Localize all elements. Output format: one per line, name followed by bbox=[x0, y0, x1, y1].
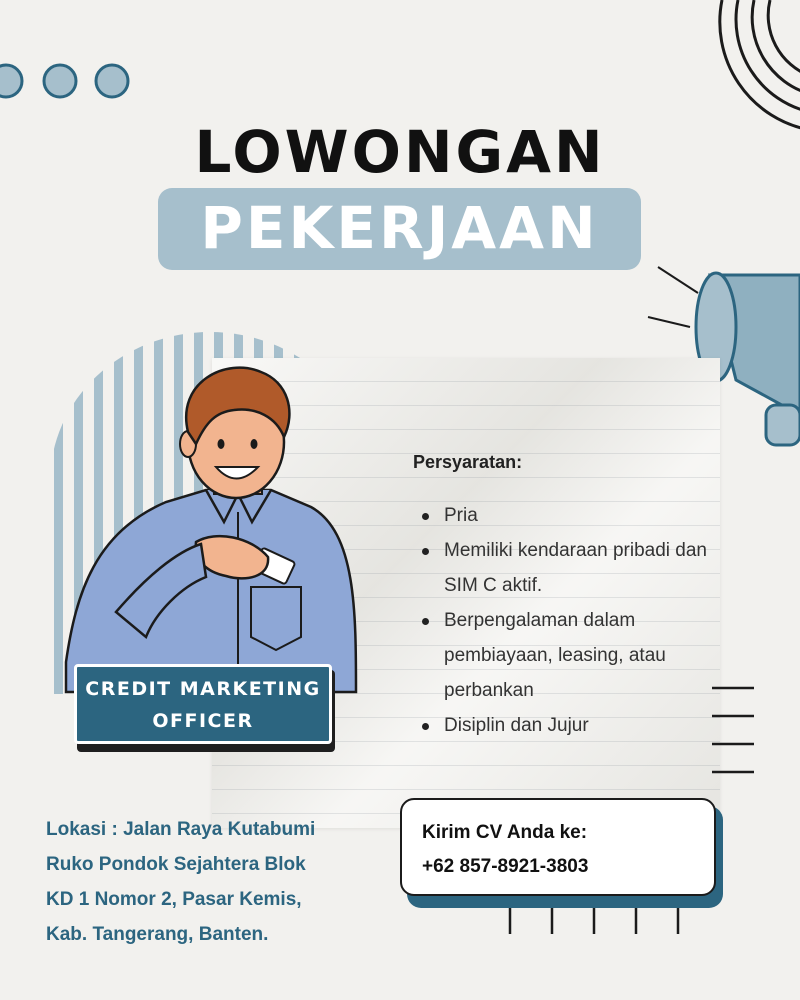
location-address bbox=[46, 812, 366, 952]
contact-box bbox=[400, 798, 716, 896]
location-line: Ruko Pondok Sejahtera Blok bbox=[46, 854, 306, 875]
position-badge bbox=[74, 664, 332, 744]
requirement-item: Pria bbox=[420, 498, 730, 533]
requirement-item: Disiplin dan Jujur bbox=[420, 708, 730, 743]
contact-label: Kirim CV Anda ke: bbox=[422, 822, 588, 843]
contact-phone[interactable]: +62 857-8921-3803 bbox=[422, 856, 589, 877]
location-line: KD 1 Nomor 2, Pasar Kemis, bbox=[46, 889, 302, 910]
person-illustration bbox=[56, 362, 366, 702]
requirements-heading: Persyaratan: bbox=[413, 452, 523, 472]
title-pekerjaan: PEKERJAAN bbox=[200, 194, 599, 262]
requirement-item: Berpengalaman dalam pembiayaan, leasing, atau perbankan bbox=[420, 603, 730, 708]
position-line2: OFFICER bbox=[152, 710, 254, 732]
dots-icon bbox=[0, 58, 140, 104]
location-line: Lokasi : Jalan Raya Kutabumi bbox=[46, 819, 316, 840]
title-lowongan: LOWONGAN bbox=[194, 118, 606, 186]
location-line: Kab. Tangerang, Banten. bbox=[46, 924, 269, 945]
position-line1: CREDIT MARKETING bbox=[85, 678, 321, 700]
requirement-item: Memiliki kendaraan pribadi dan SIM C aktif. bbox=[420, 533, 730, 603]
requirements-list bbox=[420, 498, 730, 743]
